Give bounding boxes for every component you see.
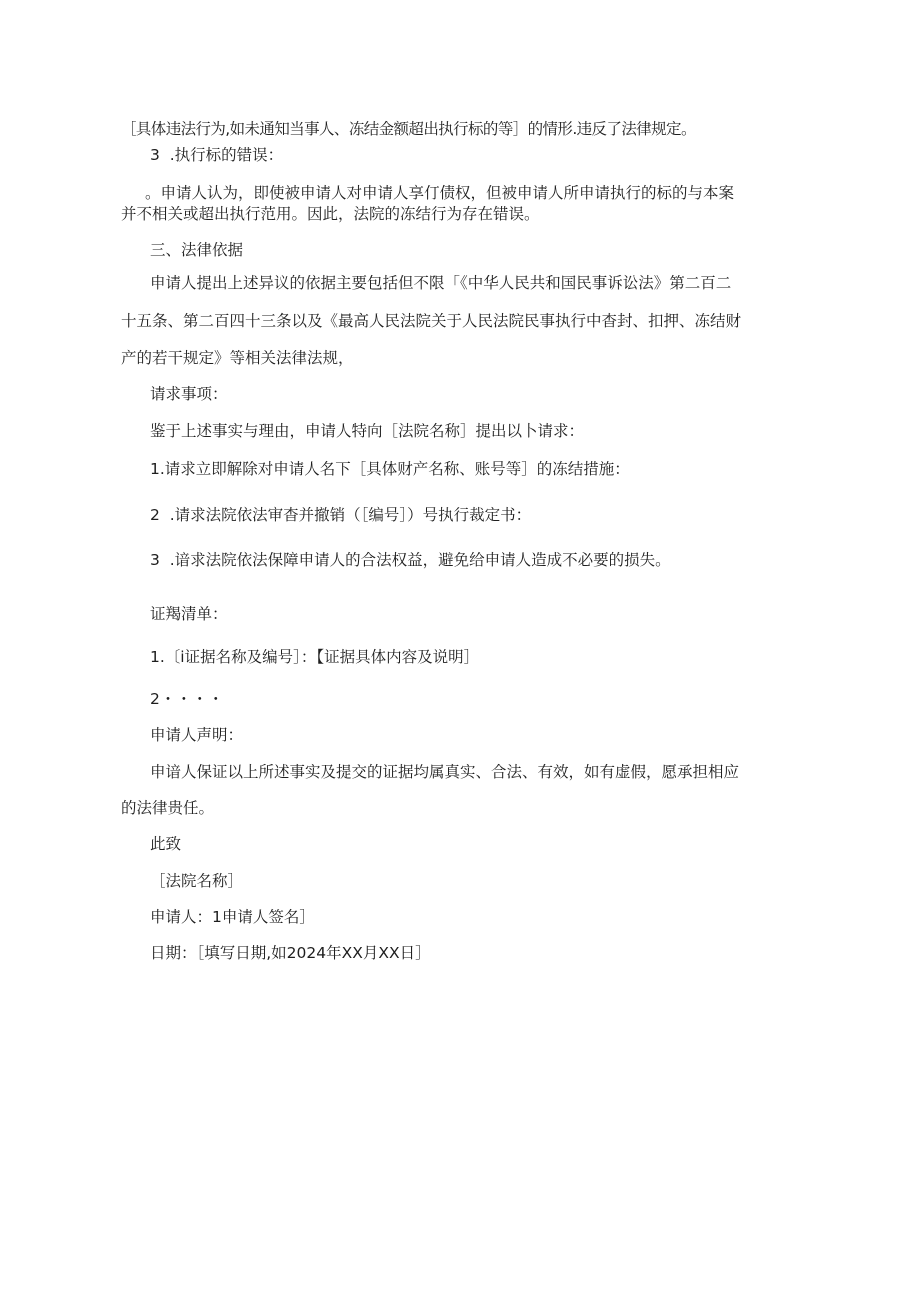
request-item: 1.请求立即解除对申请人名下［具体财产名称、账号等］的冻结措施： bbox=[150, 460, 630, 478]
legal-basis-line2: 十五条、第二百四十三条以及《最高人民法院关于人民法院民事执行中杳封、扣押、冻结财 bbox=[121, 312, 742, 330]
requests-heading: 请求事项： bbox=[150, 385, 228, 403]
legal-basis-line1: 申请人提出上述异议的依据主要包括但不限「《中华人民共和国民事诉讼法》第二百二 bbox=[150, 274, 732, 292]
item3-body-line1: 。申请人认为，即使被申请人对申请人享仃债权，但被申请人所申请执行的标的与本案 bbox=[145, 184, 735, 202]
evidence-item: 2・・・・ bbox=[150, 690, 224, 708]
declaration-line1: 申谙人保证以上所述事实及提交的证据均属真实、合法、有效，如有虚假，愿承担相应 bbox=[150, 763, 740, 781]
requests-intro: 鉴于上述事实与理由，申请人特向［法院名称］提出以卜请求： bbox=[150, 422, 585, 440]
item3-heading: 3 .执行标的错误： bbox=[150, 146, 284, 164]
closing-applicant: 申请人：1申请人签名］ bbox=[150, 908, 315, 926]
section3-title: 三、法律依据 bbox=[150, 241, 244, 259]
closing-court: ［法院名称］ bbox=[150, 872, 244, 890]
closing-date: 日期：［填写日期,如2024年XX月XX日］ bbox=[150, 944, 431, 962]
declaration-heading: 申请人声明： bbox=[150, 726, 244, 744]
closing-salutation: 此致 bbox=[150, 835, 182, 853]
item3-body-line2: 并不相关或超出执行范用。因此，法院的冻结行为存在错误。 bbox=[121, 205, 540, 223]
request-item: 2 .请求法院依法审杳并撤销（［编号］）号执行裁定书： bbox=[150, 506, 532, 524]
evidence-heading: 证羯清单： bbox=[150, 605, 228, 623]
request-item: 3 .谙求法院依法保障申请人的合法权益，避免给申请人造成不必要的损失。 bbox=[150, 551, 671, 569]
declaration-line2: 的法律贵任。 bbox=[121, 799, 215, 817]
legal-basis-line3: 产的若干规定》等相关法律法规， bbox=[121, 349, 354, 367]
evidence-item: 1.〔i证据名称及编号］：【证据具体内容及说明］ bbox=[150, 648, 480, 666]
paragraph-violation-tail: ［具体违法行为,如未通知当事人、冻结金额超出执行标的等］的情形.违反了法律规定。 bbox=[121, 120, 696, 138]
